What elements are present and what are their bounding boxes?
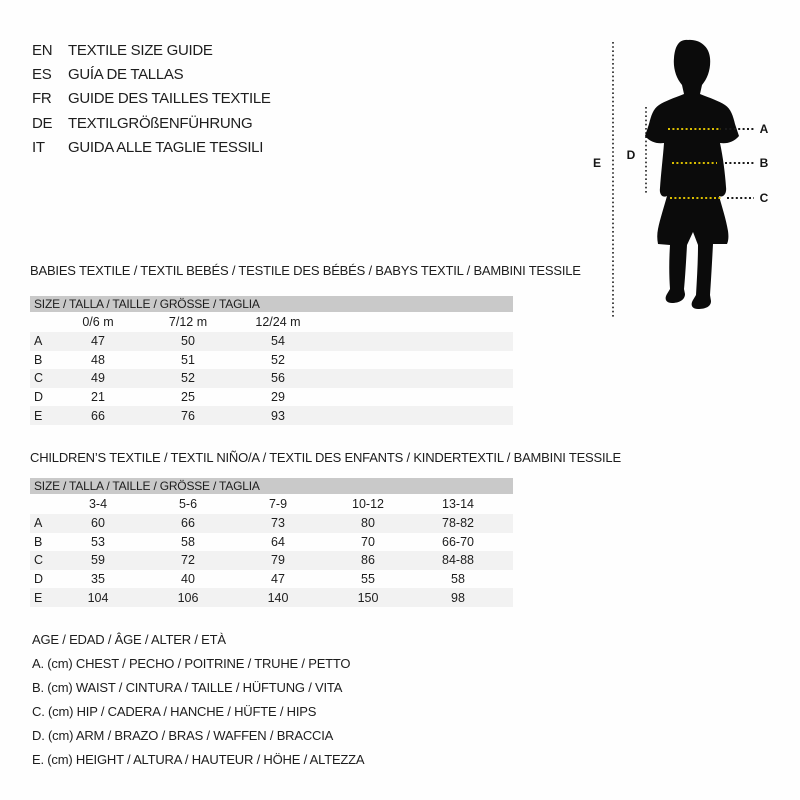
table-row <box>30 570 513 589</box>
cell: 84-88 <box>442 553 474 568</box>
children-size-table <box>30 478 513 607</box>
table-row <box>30 332 513 351</box>
cell: 98 <box>451 590 465 605</box>
cell: 29 <box>271 390 285 405</box>
legend-arm-line: D. (cm) ARM / BRAZO / BRAS / WAFFEN / BRACCIA <box>32 728 334 743</box>
measurement-legend <box>32 628 364 772</box>
cell: 52 <box>271 352 285 367</box>
cell: 35 <box>91 572 105 587</box>
cell: 55 <box>361 572 375 587</box>
label-d: D <box>626 148 636 162</box>
children-column-header-row <box>30 494 513 514</box>
table-row <box>30 514 513 533</box>
table-row <box>30 588 513 607</box>
cell: 140 <box>267 590 289 605</box>
cell: 64 <box>271 534 285 549</box>
cell: 106 <box>177 590 199 605</box>
cell: 80 <box>361 516 375 531</box>
cell: 86 <box>361 553 375 568</box>
children-col-4: 13-14 <box>442 497 474 511</box>
legend-chest-line: A. (cm) CHEST / PECHO / POITRINE / TRUHE / PETTO <box>32 656 351 671</box>
babies-size-header-bar: SIZE / TALLA / TAILLE / GRÖSSE / TAGLIA <box>30 296 513 312</box>
language-code: IT <box>32 138 45 156</box>
table-row <box>30 388 513 407</box>
cell: 78-82 <box>442 516 474 531</box>
legend-age-line: AGE / EDAD / ÂGE / ALTER / ETÀ <box>32 632 226 647</box>
cell: 47 <box>271 572 285 587</box>
child-silhouette <box>645 40 739 309</box>
language-row-it <box>32 135 271 159</box>
cell: 56 <box>271 371 285 386</box>
language-row-de <box>32 111 271 135</box>
row-label: A <box>34 516 43 531</box>
babies-col-2: 12/24 m <box>255 315 301 329</box>
cell: 50 <box>181 334 195 349</box>
table-row <box>30 533 513 552</box>
cell: 66 <box>91 408 105 423</box>
cell: 73 <box>271 516 285 531</box>
language-title: GUÍA DE TALLAS <box>68 65 184 83</box>
babies-section-title: BABIES TEXTILE / TEXTIL BEBÉS / TESTILE DES BÉBÉS / BABYS TEXTIL / BAMBINI TESSILE <box>30 263 581 278</box>
children-col-3: 10-12 <box>352 497 384 511</box>
cell: 40 <box>181 572 195 587</box>
babies-column-header-row <box>30 312 513 332</box>
table-row <box>30 351 513 370</box>
cell: 58 <box>181 534 195 549</box>
cell: 150 <box>357 590 379 605</box>
row-label: D <box>34 390 44 405</box>
language-title: TEXTILE SIZE GUIDE <box>68 41 213 59</box>
child-measurement-figure <box>580 35 780 325</box>
cell: 60 <box>91 516 105 531</box>
children-col-1: 5-6 <box>178 497 198 511</box>
language-title: GUIDA ALLE TAGLIE TESSILI <box>68 138 264 156</box>
table-row <box>30 551 513 570</box>
cell: 52 <box>181 371 195 386</box>
row-label: C <box>34 553 44 568</box>
language-code: FR <box>32 90 52 108</box>
babies-rows <box>30 332 513 425</box>
children-rows <box>30 514 513 607</box>
cell: 54 <box>271 334 285 349</box>
cell: 66-70 <box>442 534 474 549</box>
row-label: E <box>34 590 43 605</box>
language-title-list <box>32 38 271 159</box>
language-row-fr <box>32 87 271 111</box>
cell: 47 <box>91 334 105 349</box>
cell: 79 <box>271 553 285 568</box>
babies-col-0: 0/6 m <box>82 315 114 329</box>
cell: 59 <box>91 553 105 568</box>
row-label: B <box>34 534 43 549</box>
cell: 21 <box>91 390 105 405</box>
babies-col-1: 7/12 m <box>168 315 208 329</box>
cell: 70 <box>361 534 375 549</box>
row-label: A <box>34 334 43 349</box>
cell: 58 <box>451 572 465 587</box>
children-col-2: 7-9 <box>268 497 288 511</box>
language-code: EN <box>32 41 53 59</box>
language-row-en <box>32 38 271 62</box>
row-label: E <box>34 408 43 423</box>
cell: 25 <box>181 390 195 405</box>
children-size-header-bar: SIZE / TALLA / TAILLE / GRÖSSE / TAGLIA <box>30 478 513 494</box>
cell: 104 <box>87 590 109 605</box>
row-label: D <box>34 572 44 587</box>
row-label: C <box>34 371 44 386</box>
cell: 51 <box>181 352 195 367</box>
legend-hip-line: C. (cm) HIP / CADERA / HANCHE / HÜFTE / HIPS <box>32 704 317 719</box>
table-row <box>30 406 513 425</box>
table-row <box>30 369 513 388</box>
label-a: A <box>759 122 769 136</box>
babies-size-table <box>30 296 513 425</box>
cell: 53 <box>91 534 105 549</box>
language-code: DE <box>32 114 53 132</box>
label-e: E <box>592 156 602 170</box>
label-b: B <box>759 156 769 170</box>
label-c: C <box>759 191 769 205</box>
cell: 48 <box>91 352 105 367</box>
cell: 93 <box>271 408 285 423</box>
language-row-es <box>32 62 271 86</box>
language-title: TEXTILGRÖßENFÜHRUNG <box>68 114 253 132</box>
cell: 49 <box>91 371 105 386</box>
row-label: B <box>34 352 43 367</box>
cell: 66 <box>181 516 195 531</box>
children-col-0: 3-4 <box>88 497 108 511</box>
cell: 72 <box>181 553 195 568</box>
legend-height-line: E. (cm) HEIGHT / ALTURA / HAUTEUR / HÖHE / ALTEZZA <box>32 752 365 767</box>
language-title: GUIDE DES TAILLES TEXTILE <box>68 90 271 108</box>
cell: 76 <box>181 408 195 423</box>
legend-waist-line: B. (cm) WAIST / CINTURA / TAILLE / HÜFTUNG / VITA <box>32 680 343 695</box>
language-code: ES <box>32 65 52 83</box>
children-section-title: CHILDREN’S TEXTILE / TEXTIL NIÑO/A / TEXTIL DES ENFANTS / KINDERTEXTIL / BAMBINI TESSILE <box>30 450 621 465</box>
